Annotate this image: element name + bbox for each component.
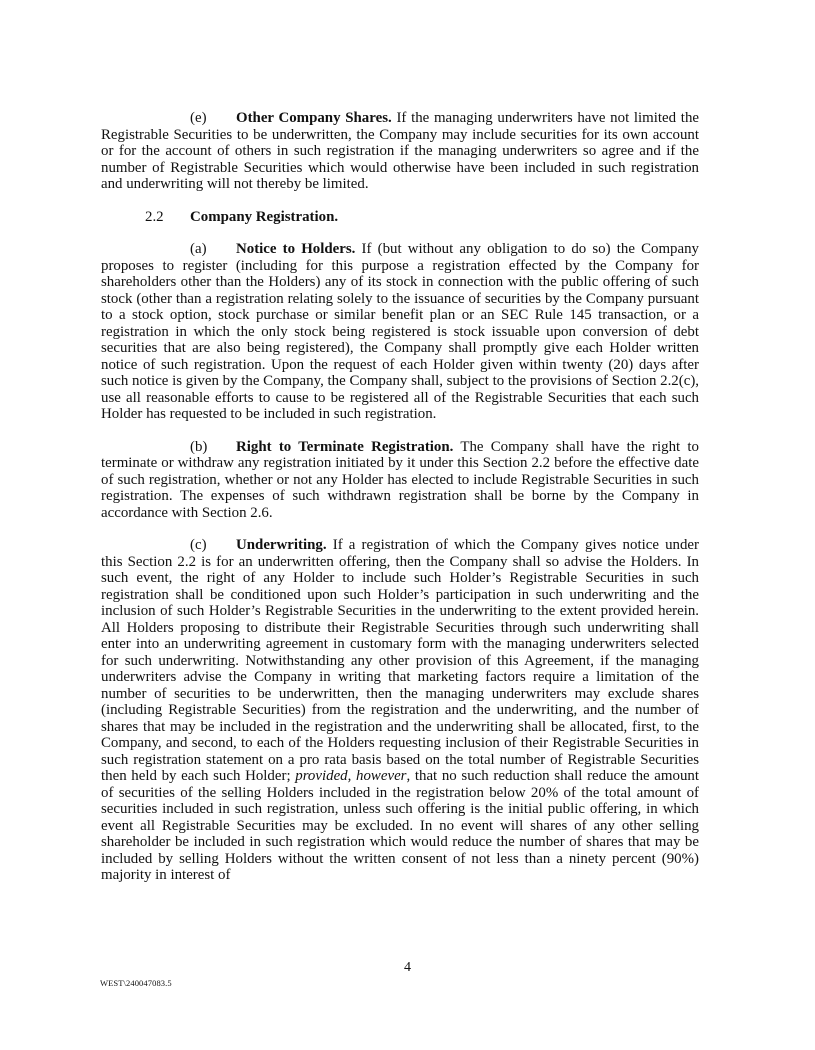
paragraph-label: (c): [190, 537, 207, 553]
paragraph-label: (a): [190, 241, 207, 257]
page-number: 4: [404, 960, 411, 975]
paragraph-heading: Notice to Holders.: [236, 241, 356, 257]
proviso-text: provided, however: [295, 768, 407, 784]
paragraph-heading: Underwriting.: [236, 537, 327, 553]
paragraph-text: If a registration of which the Company gives notice under this Section 2.2 is for an underwritten offering, then the Company shall so advise the Holders. In such event, the right of any Holder to include such Holder’s Registrable Securities in such registration shall be conditioned upon such Holder’s participation in such underwriting and the inclusion of such Holder’s Registrable Securities in the underwriting to the extent provided herein. All Holders proposing to distribute their Registrable Securities through such underwriting shall enter into an underwriting agreement in customary form with the managing underwriters selected for such underwriting. Notwithstanding any other provision of this Agreement, if the managing underwriters advise the Company in writing that marketing factors require a limitation of the number of securities to be underwritten, then the managing underwriters may exclude shares (including Registrable Securities) from the registration and the underwriting, and the number of shares that may be included in the registration and the underwriting shall be allocated, first, to the Company, and second, to each of the Holders requesting inclusion of their Registrable Securities in such registration statement on a pro rata basis based on the total number of Registrable Securities then held by each such Holder;: [101, 537, 699, 784]
paragraph-heading: Other Company Shares.: [236, 110, 392, 126]
paragraph-heading: Right to Terminate Registration.: [236, 438, 454, 455]
paragraph-c: [101, 537, 699, 884]
section-title: Company Registration.: [190, 208, 339, 225]
paragraph-text-continued: , that no such reduction shall reduce the amount of securities of the selling Holders included in the registration below 20% of the total amount of securities included in such registration, unless such offering is the initial public offering, in which event all Registrable Securities may be excluded. In no event will shares of any other selling shareholder be included in such registration which would reduce the number of shares that may be included by selling Holders without the written consent of not less than a ninety percent (90%) majority in interest of: [101, 768, 699, 883]
paragraph-text: If (but without any obligation to do so) the Company proposes to register (including for this purpose a registration effected by the Company for shareholders other than the Holders) any of its stock in connection with the public offering of such stock (other than a registration relating solely to the issuance of securities by the Company pursuant to a stock option, stock purchase or similar benefit plan or an SEC Rule 145 transaction, or a registration in which the only stock being registered is stock issuable upon conversion of debt securities that are also being registered), the Company shall promptly give each Holder written notice of such registration. Upon the request of each Holder given within twenty (20) days after such notice is given by the Company, the Company shall, subject to the provisions of Section 2.2(c), use all reasonable efforts to cause to be registered all of the Registrable Securities that each such Holder has requested to be included in such registration.: [101, 241, 699, 422]
paragraph-label: (b): [190, 438, 208, 455]
paragraph-text: If the managing underwriters have not limited the Registrable Securities to be underwritten, the Company may include securities for its own account or for the account of others in such registration if the managing underwriters so agree and if the number of Registrable Securities which would otherwise have been included in such registration and underwriting will not thereby be limited.: [101, 110, 699, 192]
section-number: 2.2: [145, 208, 164, 225]
paragraph-b: [101, 439, 699, 522]
paragraph-e: [101, 110, 699, 193]
paragraph-text: The Company shall have the right to terminate or withdraw any registration initiated by it under this Section 2.2 before the effective date of such registration, whether or not any Holder has elected to include Registrable Securities in such registration. The expenses of such withdrawn registration shall be borne by the Company in accordance with Section 2.6.: [101, 438, 700, 521]
paragraph-label: (e): [190, 110, 207, 126]
section-heading-2-2: [101, 209, 699, 226]
paragraph-a: [101, 241, 699, 423]
document-id: WEST\240047083.5: [100, 978, 172, 988]
document-body: [101, 110, 699, 900]
